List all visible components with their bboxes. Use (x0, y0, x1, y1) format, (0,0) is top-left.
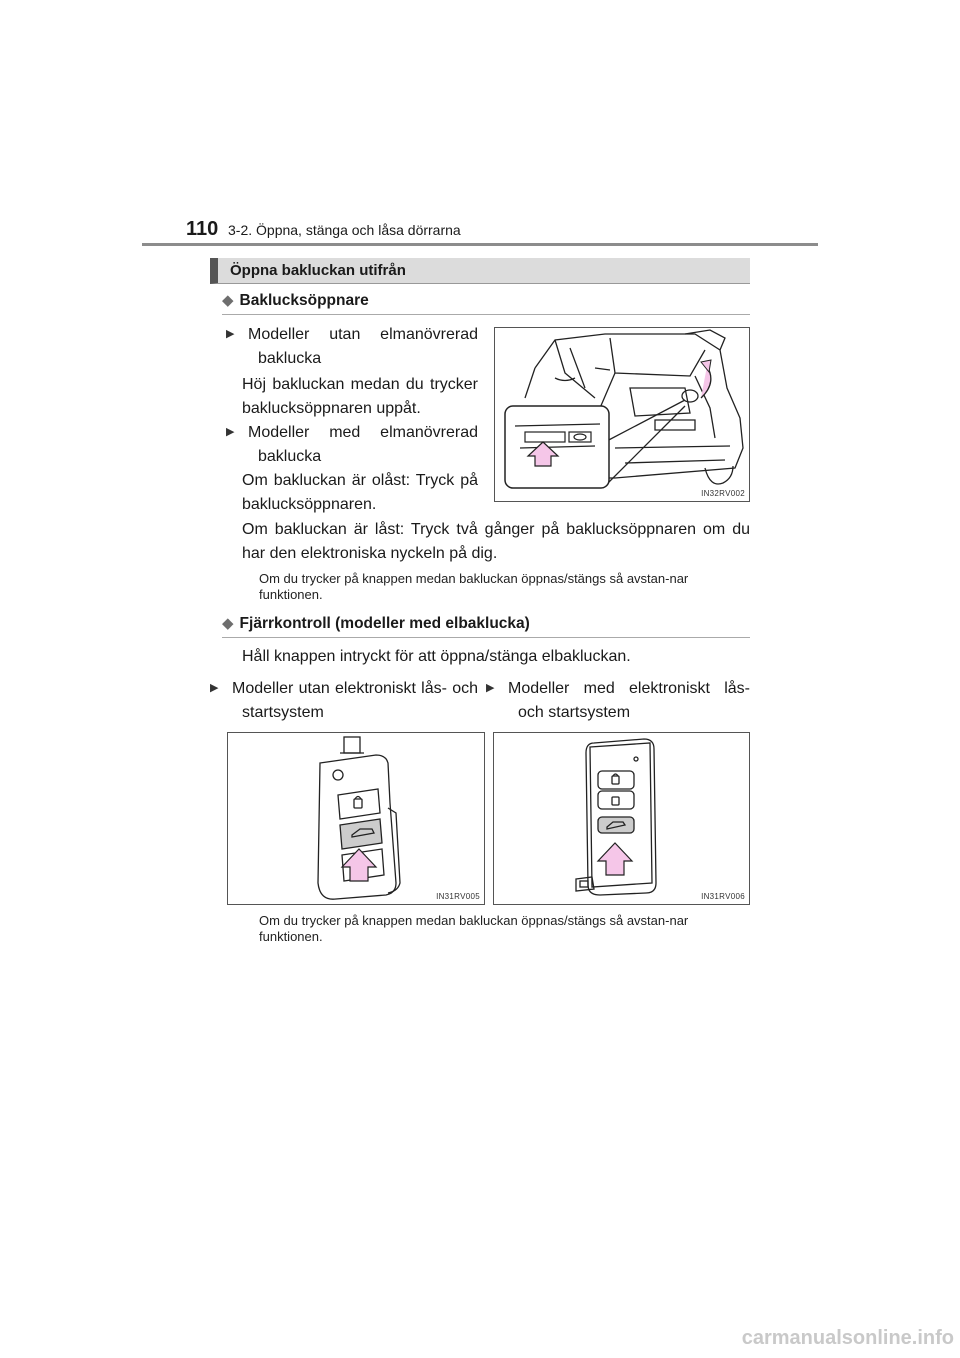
section-heading-bar (210, 258, 750, 284)
bullet-no-smart-key: ▶ Modeller utan elektroniskt lås- och startsystem (210, 680, 478, 721)
diamond-icon: ◆ (222, 615, 234, 632)
instruction-no-power-tailgate: Höj bakluckan medan du trycker baklucksöppnaren uppåt. (242, 376, 478, 417)
subsection-divider (222, 637, 750, 638)
figure-code: IN31RV005 (436, 892, 480, 901)
subsection-divider (222, 314, 750, 315)
bullet-label: Modeller med elmanövrerad baklucka (248, 424, 478, 465)
figure-tailgate-opener (494, 327, 750, 502)
bullet-label: Modeller utan elmanövrerad baklucka (248, 326, 478, 367)
figure-code: IN31RV006 (701, 892, 745, 901)
instruction-unlocked: Om bakluckan är olåst: Tryck på baklucksöppnaren. (242, 472, 478, 513)
subsection-heading-opener (222, 291, 369, 310)
subsection-heading-text: Fjärrkontroll (modeller med elbaklucka) (239, 615, 530, 632)
bullet-smart-key: ▶ Modeller med elektroniskt lås- och startsystem (486, 680, 750, 721)
figure-code: IN32RV002 (701, 489, 745, 498)
instruction-remote: Håll knappen intryckt för att öppna/stänga elbakluckan. (242, 648, 631, 665)
section-heading: Öppna bakluckan utifrån (230, 262, 406, 279)
figure-smart-key (493, 732, 750, 905)
figure-flip-key (227, 732, 485, 905)
subsection-heading-text: Baklucksöppnare (239, 292, 369, 309)
watermark: carmanualsonline.info (741, 1327, 954, 1349)
chapter-title: 3-2. Öppna, stänga och låsa dörrarna (228, 222, 461, 238)
instruction-locked: Om bakluckan är låst: Tryck två gånger på baklucksöppnaren om du har den elektroniska nyckeln på dig. (242, 521, 750, 562)
car-rear-illustration (495, 328, 749, 501)
page-number: 110 (186, 218, 219, 240)
bullet-power-tailgate: ▶ Modeller med elmanövrerad baklucka (226, 424, 478, 465)
note-operation-stop: Om du trycker på knappen medan bakluckan öppnas/stängs så avstan-nar funktionen. (259, 571, 689, 602)
bullet-no-power-tailgate: ▶ Modeller utan elmanövrerad baklucka (226, 326, 478, 367)
flip-key-illustration (228, 733, 484, 904)
bullet-label: Modeller med elektroniskt lås- och startsystem (508, 680, 750, 721)
subsection-heading-remote (222, 614, 530, 633)
bullet-label: Modeller utan elektroniskt lås- och startsystem (232, 680, 478, 721)
note-operation-stop-remote: Om du trycker på knappen medan bakluckan öppnas/stängs så avstan-nar funktionen. (259, 913, 689, 944)
diamond-icon: ◆ (222, 292, 234, 309)
header-divider (142, 243, 818, 246)
smart-key-illustration (494, 733, 749, 904)
